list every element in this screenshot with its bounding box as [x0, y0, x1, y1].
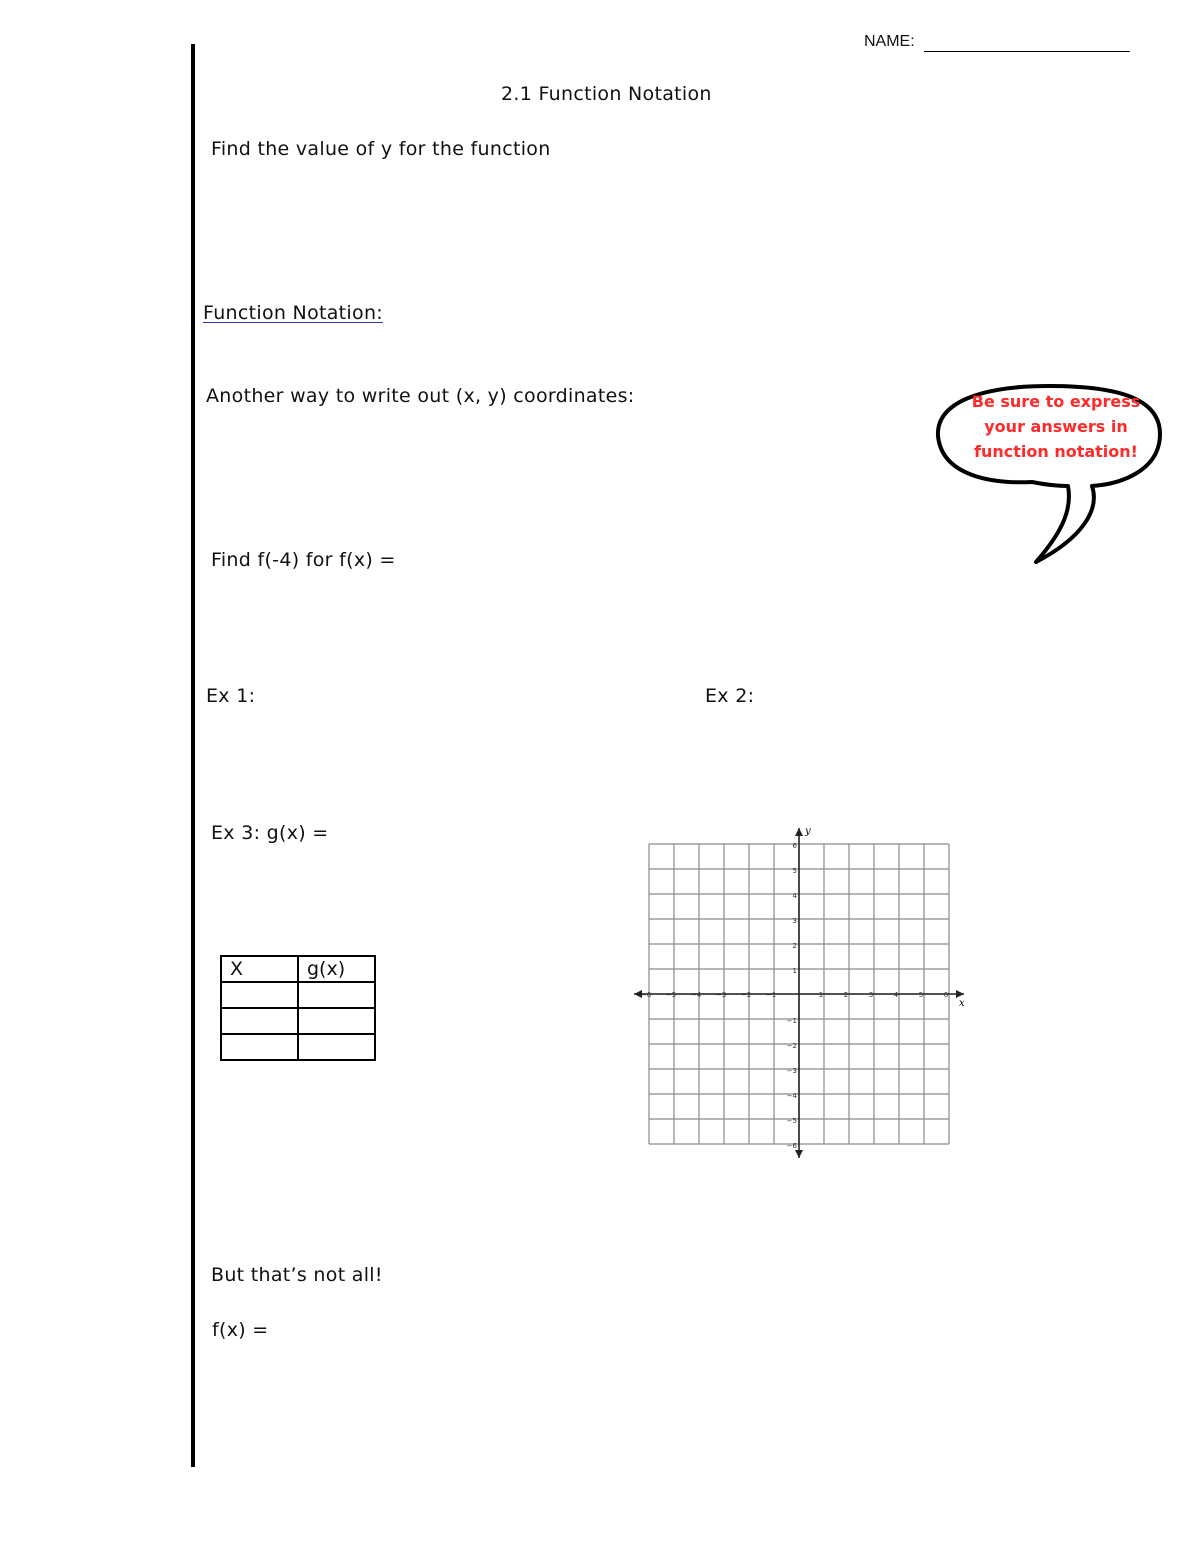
- prompt-not-all: But that’s not all!: [211, 1264, 383, 1286]
- x-tick-label: −2: [740, 991, 752, 999]
- x-tick-label: 2: [843, 991, 849, 999]
- y-axis-label: y: [805, 826, 811, 837]
- example-3-label: Ex 3: g(x) =: [211, 822, 329, 844]
- example-1-label: Ex 1:: [206, 685, 256, 707]
- x-tick-label: −3: [715, 991, 727, 999]
- callout-line: function notation!: [974, 442, 1138, 461]
- left-margin-line: [191, 44, 195, 1467]
- x-tick-label: 1: [818, 991, 824, 999]
- y-tick-label: 2: [792, 942, 797, 950]
- section-function-notation: Function Notation:: [203, 302, 383, 324]
- y-tick-label: −3: [786, 1067, 797, 1075]
- x-tick-label: −5: [665, 991, 677, 999]
- axes: [634, 828, 964, 1158]
- name-blank[interactable]: [924, 51, 1130, 52]
- prompt-fx: f(x) =: [212, 1319, 269, 1341]
- y-axis-down-arrow: [795, 1150, 803, 1158]
- coordinate-plane[interactable]: [630, 824, 970, 1164]
- prompt-another-way: Another way to write out (x, y) coordinates:: [206, 385, 635, 407]
- y-tick-label: 4: [792, 892, 797, 900]
- table-header-row: [221, 956, 375, 982]
- callout-text: [958, 389, 1154, 464]
- y-tick-label: 6: [792, 842, 797, 850]
- table-cell[interactable]: [221, 1008, 298, 1034]
- callout-line: Be sure to express: [971, 392, 1141, 411]
- page-title: 2.1 Function Notation: [501, 83, 712, 105]
- x-tick-label: 5: [918, 991, 924, 999]
- table-cell[interactable]: [298, 1034, 375, 1060]
- y-tick-label: 1: [792, 967, 797, 975]
- x-tick-label: 6: [943, 991, 949, 999]
- x-axis-right-arrow: [956, 990, 964, 998]
- input-output-table: [220, 955, 376, 1061]
- y-tick-label: 3: [792, 917, 797, 925]
- x-tick-label: −6: [640, 991, 652, 999]
- name-label: NAME:: [864, 33, 915, 50]
- callout-line: your answers in: [984, 417, 1128, 436]
- table-row: [221, 1008, 375, 1034]
- prompt-find-y: Find the value of y for the function: [211, 138, 551, 160]
- y-tick-label: 5: [792, 867, 797, 875]
- x-tick-labels: [641, 991, 949, 999]
- table-row: [221, 1034, 375, 1060]
- table-cell[interactable]: [298, 1008, 375, 1034]
- table-cell[interactable]: [221, 1034, 298, 1060]
- y-tick-label: −2: [786, 1042, 797, 1050]
- x-tick-label: 4: [893, 991, 899, 999]
- x-tick-label: −4: [690, 991, 702, 999]
- y-tick-label: −4: [786, 1092, 797, 1100]
- y-axis-up-arrow: [795, 828, 803, 836]
- table-cell[interactable]: [298, 982, 375, 1008]
- y-tick-label: −1: [786, 1017, 797, 1025]
- x-tick-label: −1: [765, 991, 777, 999]
- prompt-find-f: Find f(-4) for f(x) =: [211, 549, 396, 571]
- table-row: [221, 982, 375, 1008]
- table-header-gx: g(x): [298, 956, 375, 982]
- x-axis-label: x: [959, 998, 965, 1009]
- x-tick-label: 3: [868, 991, 874, 999]
- y-tick-labels: [787, 842, 798, 1150]
- table-cell[interactable]: [221, 982, 298, 1008]
- y-tick-label: −5: [786, 1117, 797, 1125]
- example-2-label: Ex 2:: [705, 685, 755, 707]
- table-header-x: X: [221, 956, 298, 982]
- y-tick-label: −6: [786, 1142, 797, 1150]
